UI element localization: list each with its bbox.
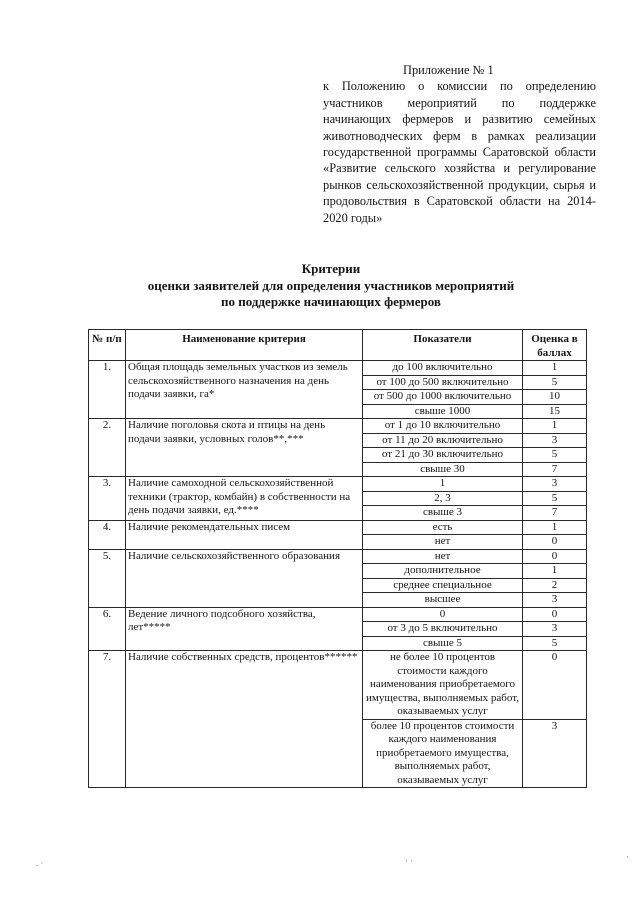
indicator-cell: высшее xyxy=(363,593,523,608)
table-row xyxy=(89,520,587,535)
table-row xyxy=(89,549,587,564)
appendix-text: к Положению о комиссии по определению участников мероприятий по поддержке начинающих фермеров и развитию семейных животноводческих ферм в рамках реализации государственной программы Саратовской области «Развитие сельского хозяйства и регулирование рынков сельскохозяйственной продукции, сырья и продовольствия в Саратовской области на 2014-2020 годы» xyxy=(323,79,596,225)
score-cell: 10 xyxy=(523,390,587,405)
indicator-cell: 0 xyxy=(363,607,523,622)
score-cell: 3 xyxy=(523,477,587,492)
indicator-cell: от 11 до 20 включительно xyxy=(363,433,523,448)
table-row xyxy=(89,361,587,376)
score-cell: 0 xyxy=(523,535,587,550)
criterion-name: Наличие собственных средств, процентов****** xyxy=(126,651,363,788)
score-cell: 3 xyxy=(523,433,587,448)
criterion-number: 6. xyxy=(89,607,126,651)
indicator-cell: свыше 5 xyxy=(363,636,523,651)
header-score: Оценка в баллах xyxy=(523,330,587,361)
indicator-cell: нет xyxy=(363,535,523,550)
score-cell: 3 xyxy=(523,593,587,608)
header-name: Наименование критерия xyxy=(126,330,363,361)
indicator-cell: есть xyxy=(363,520,523,535)
score-cell: 3 xyxy=(523,622,587,637)
indicator-cell: среднее специальное xyxy=(363,578,523,593)
document-title xyxy=(96,261,566,311)
score-cell: 5 xyxy=(523,636,587,651)
indicator-cell: нет xyxy=(363,549,523,564)
score-cell: 0 xyxy=(523,651,587,720)
title-line-3: по поддержке начинающих фермеров xyxy=(221,294,441,310)
table-row xyxy=(89,477,587,492)
criterion-number: 5. xyxy=(89,549,126,607)
title-line-1: Критерии xyxy=(301,261,361,276)
indicator-cell: от 100 до 500 включительно xyxy=(363,375,523,390)
score-cell: 1 xyxy=(523,419,587,434)
appendix-header xyxy=(323,62,596,226)
score-cell: 2 xyxy=(523,578,587,593)
score-cell: 7 xyxy=(523,462,587,477)
appendix-number: Приложение № 1 xyxy=(403,63,494,77)
indicator-cell: свыше 30 xyxy=(363,462,523,477)
criterion-name: Ведение личного подсобного хозяйства, лет***** xyxy=(126,607,363,651)
score-cell: 5 xyxy=(523,491,587,506)
scan-mark-right: · xyxy=(626,852,629,862)
table-row xyxy=(89,419,587,434)
score-cell: 5 xyxy=(523,375,587,390)
indicator-cell: от 1 до 10 включительно xyxy=(363,419,523,434)
score-cell: 0 xyxy=(523,607,587,622)
criterion-name: Наличие сельскохозяйственного образования xyxy=(126,549,363,607)
indicator-cell: 2, 3 xyxy=(363,491,523,506)
criterion-name: Общая площадь земельных участков из земель сельскохозяйственного назначения на день подачи заявки, га* xyxy=(126,361,363,419)
indicator-cell: до 100 включительно xyxy=(363,361,523,376)
scan-mark-left: . · xyxy=(36,858,44,868)
table-row xyxy=(89,651,587,720)
score-cell: 0 xyxy=(523,549,587,564)
criteria-table xyxy=(88,329,587,788)
criterion-number: 4. xyxy=(89,520,126,549)
indicator-cell: свыше 3 xyxy=(363,506,523,521)
criterion-number: 2. xyxy=(89,419,126,477)
indicator-cell: 1 xyxy=(363,477,523,492)
criterion-name: Наличие рекомендательных писем xyxy=(126,520,363,549)
score-cell: 1 xyxy=(523,361,587,376)
indicator-cell: от 21 до 30 включительно xyxy=(363,448,523,463)
criterion-number: 1. xyxy=(89,361,126,419)
indicator-cell: не более 10 процентов стоимости каждого наименования приобретаемого имущества, выполняемых работ, оказываемых услуг xyxy=(363,651,523,720)
indicator-cell: свыше 1000 xyxy=(363,404,523,419)
score-cell: 3 xyxy=(523,719,587,788)
table-header-row xyxy=(89,330,587,361)
header-indicators: Показатели xyxy=(363,330,523,361)
score-cell: 7 xyxy=(523,506,587,521)
scan-mark-mid: · · xyxy=(405,856,414,866)
header-num: № п/п xyxy=(89,330,126,361)
indicator-cell: более 10 процентов стоимости каждого наименования приобретаемого имущества, выполняемых работ, оказываемых услуг xyxy=(363,719,523,788)
indicator-cell: от 500 до 1000 включительно xyxy=(363,390,523,405)
score-cell: 1 xyxy=(523,564,587,579)
indicator-cell: дополнительное xyxy=(363,564,523,579)
criterion-name: Наличие самоходной сельскохозяйственной техники (трактор, комбайн) в собственности на день подачи заявки, ед.**** xyxy=(126,477,363,521)
score-cell: 5 xyxy=(523,448,587,463)
table-row xyxy=(89,607,587,622)
score-cell: 1 xyxy=(523,520,587,535)
criterion-name: Наличие поголовья скота и птицы на день подачи заявки, условных голов**,*** xyxy=(126,419,363,477)
title-line-2: оценки заявителей для определения участников мероприятий xyxy=(147,277,515,293)
score-cell: 15 xyxy=(523,404,587,419)
criterion-number: 7. xyxy=(89,651,126,788)
criterion-number: 3. xyxy=(89,477,126,521)
indicator-cell: от 3 до 5 включительно xyxy=(363,622,523,637)
